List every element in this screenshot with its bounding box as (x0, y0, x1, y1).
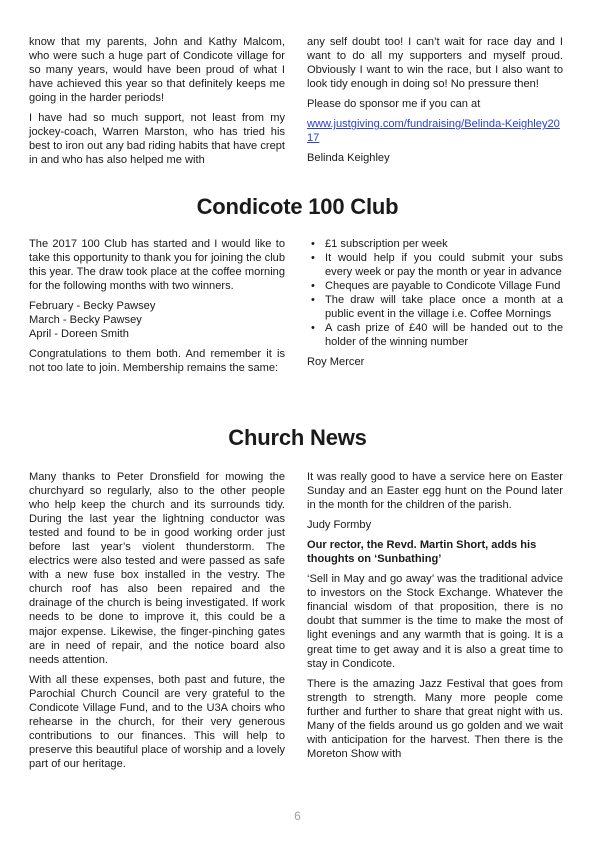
article-paragraph: know that my parents, John and Kathy Malcom, who were such a huge part of Condicote village for so many years, would have been proud of what I have achieved this year so that definitely keeps me going in the harder periods! (29, 36, 285, 105)
article-signature: Belinda Keighley (307, 152, 390, 165)
winner-line: March - Becky Pawsey (29, 314, 142, 327)
club-left-column (29, 237, 285, 381)
article-paragraph: I have had so much support, not least from my jockey-coach, Warren Marston, who has tried his best to iron out any bad riding habits that have crept in and who has also helped me with (29, 112, 285, 167)
church-paragraph: It was really good to have a service here on Easter Sunday and an Easter egg hunt on the Pound later in the month for the children of the parish. (307, 471, 563, 512)
rector-paragraph: There is the amazing Jazz Festival that goes from strength to strength. Many more people come further and further to share that great night with us. Many of the fields around us go golden and we wait with anticipation for the harvest. Then there is the Moreton Show with (307, 677, 563, 760)
article-paragraph: any self doubt too! I can’t wait for race day and I want to do all my supporters and myself proud. Obviously I want to win the race, but I also want to look tidy enough in doing so! No pressure then! (307, 36, 563, 91)
club-right-column (307, 237, 563, 375)
winner-line: February - Becky Pawsey (29, 300, 156, 313)
church-paragraph: With all these expenses, both past and future, the Parochial Church Council are very grateful to the Condicote Village Fund, and to the U3A choirs who rehearse in the church, for their very generous contributions to our finances. This will help to preserve this beautiful place of worship and a lovely part of our heritage. (29, 673, 285, 770)
sponsor-link[interactable]: www.justgiving.com/fundraising/Belinda-Keighley2017 (307, 118, 560, 145)
section-heading-100-club: Condicote 100 Club (196, 194, 399, 219)
article-right-column (307, 35, 563, 171)
article-left-column (29, 35, 285, 173)
article-paragraph: Please do sponsor me if you can at (307, 98, 481, 111)
church-right-column (307, 470, 563, 767)
church-paragraph: Many thanks to Peter Dronsfield for mowing the churchyard so regularly, also to the other people who help keep the church and its surrounds tidy. During the last year the lightning conductor was tested and found to be in good working order just before last year’s violent thunderstorm. The electrics were also tested and were passed as safe with a new fuse box installed in the vestry. The church roof has also been repaired and the drainage of the church is being investigated. If work needs to be done to improve it, this could be a major expense. Likewise, the finger-pinching gates are in need of repair, and the notice board also needs attention. (29, 471, 285, 666)
rector-subheading: Our rector, the Revd. Martin Short, adds his thoughts on ‘Sunbathing’ (307, 539, 537, 566)
list-item: • It would help if you could submit your subs every week or pay the month or year in advance (325, 251, 563, 279)
section-heading-church-news: Church News (228, 425, 367, 450)
club-intro: The 2017 100 Club has started and I would like to take this opportunity to thank you for joining the club this year. The draw took place at the coffee morning for the following months with two winners. (29, 238, 285, 293)
church-left-column (29, 470, 285, 777)
club-signature: Roy Mercer (307, 356, 365, 369)
list-item: • The draw will take place once a month at a public event in the village i.e. Coffee Mornings (325, 293, 563, 321)
club-rules-list (307, 237, 563, 349)
club-winners (29, 299, 285, 341)
list-item: • £1 subscription per week (325, 237, 563, 251)
list-item: • A cash prize of £40 will be handed out to the holder of the winning number (325, 321, 563, 349)
list-item: • Cheques are payable to Condicote Village Fund (325, 279, 563, 293)
club-congrats: Congratulations to them both. And remember it is not too late to join. Membership remains the same: (29, 348, 285, 375)
page-number: 6 (294, 809, 301, 823)
rector-paragraph: ‘Sell in May and go away’ was the traditional advice to investors on the Stock Exchange. Whatever the financial wisdom of that proposition, there is no doubt that summer is the time to make the most of light evenings and any warmth that is going. It is a great time to get away and it is also a great time to stay in Condicote. (307, 573, 563, 670)
church-signature: Judy Formby (307, 519, 372, 532)
winner-line: April - Doreen Smith (29, 328, 129, 341)
